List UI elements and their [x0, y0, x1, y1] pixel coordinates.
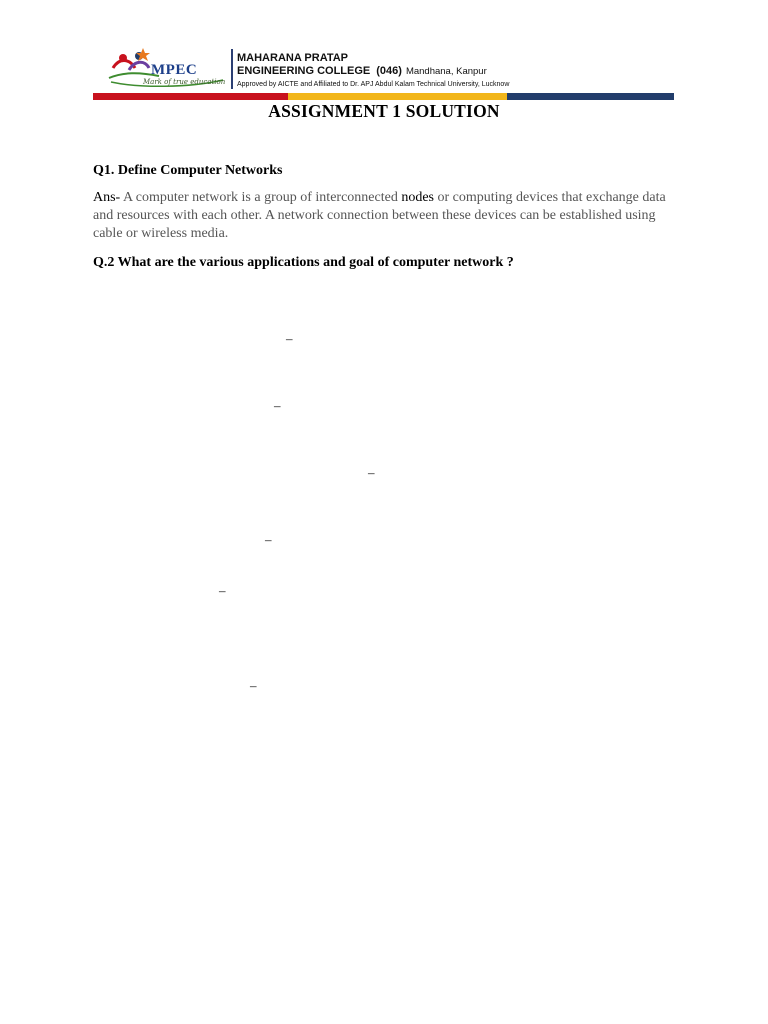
- college-location: Mandhana, Kanpur: [405, 66, 487, 77]
- college-name-line2-row: [237, 65, 487, 78]
- color-bar-navy: [507, 93, 674, 100]
- college-name-line2: ENGINEERING COLLEGE: [237, 65, 371, 77]
- answer-text-2: or computing devices that exchange data and resources with each other. A network connection between these devices can be established using cable or wireless media.: [93, 190, 666, 241]
- dash-mark: –: [265, 532, 272, 547]
- logo-wordmark: MPEC: [151, 62, 198, 78]
- dash-mark: –: [368, 465, 375, 480]
- logo-tagline: Mark of true education: [143, 78, 226, 86]
- answer-1: [93, 189, 668, 243]
- answer-prefix: Ans-: [93, 190, 121, 205]
- header-divider: [231, 49, 233, 89]
- color-bar-red: [93, 93, 288, 100]
- answer-keyword: nodes: [401, 190, 434, 205]
- header-color-bar: [93, 93, 674, 100]
- dash-mark: –: [274, 398, 281, 413]
- college-name-line1: MAHARANA PRATAP: [237, 52, 349, 64]
- dash-mark: –: [250, 678, 257, 693]
- color-bar-yellow: [288, 93, 507, 100]
- college-name: [237, 52, 487, 78]
- college-code: (046): [376, 65, 402, 77]
- dash-mark: –: [286, 331, 293, 346]
- question-2: Q.2 What are the various applications and goal of computer network ?: [93, 255, 514, 270]
- college-logo: [99, 44, 231, 92]
- page-title: ASSIGNMENT 1 SOLUTION: [268, 101, 500, 121]
- dash-mark: –: [219, 583, 226, 598]
- question-1: Q1. Define Computer Networks: [93, 163, 283, 178]
- approval-text: Approved by AICTE and Affiliated to Dr. APJ Abdul Kalam Technical University, Lucknow: [237, 81, 510, 88]
- page-header: [93, 44, 674, 100]
- answer-text-1: A computer network is a group of interconnected: [120, 190, 402, 205]
